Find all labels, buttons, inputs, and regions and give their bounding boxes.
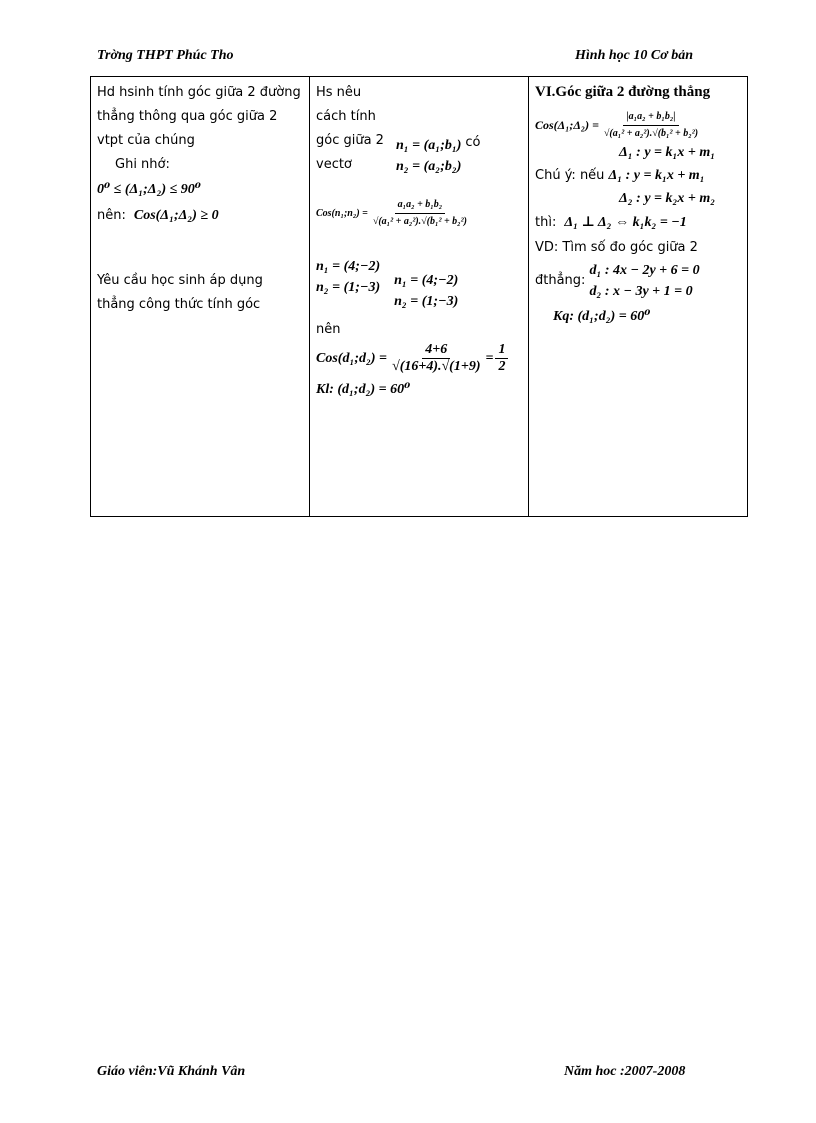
angle-range-formula: 0⁰ ≤ (Δ₁;Δ₂) ≤ 90⁰	[97, 182, 201, 197]
note-label: Ghi nhớ:	[115, 157, 170, 172]
header-subject: Hình học 10 Cơ bản	[575, 48, 693, 63]
line-d2: d₂ : x − 3y + 1 = 0	[589, 284, 693, 299]
result-half-denominator: 2	[498, 359, 506, 374]
line1-equation: Δ₁ : y = k₁x + m₁	[619, 145, 716, 160]
perpendicular-condition: Δ₁ ⊥ Δ₂ ⇔ k₁k₂ = −1	[564, 215, 687, 230]
cos-line-numerator: |a₁a₂ + b₁b₂|	[623, 109, 678, 126]
cos-line-denominator: √(a₁² + a₂²).√(b₁² + b₂²)	[603, 128, 699, 139]
example-n1-repeat: n₁ = (4;−2)	[394, 273, 459, 288]
result-cos-lhs: Cos(d₁;d₂) =	[316, 350, 388, 366]
col2-intro: Hs nêu cách tính góc giữa 2 vectơ	[316, 85, 384, 172]
cos-vector-lhs: Cos(n₁;n₂) =	[316, 208, 368, 219]
cos-nonneg-formula: Cos(Δ₁;Δ₂) ≥ 0	[133, 208, 219, 223]
lesson-table	[90, 76, 748, 517]
result-equals: =	[485, 350, 494, 366]
dthang-label: đthẳng:	[535, 273, 586, 288]
vector-n1-def: n₁ = (a₁;b₁)	[396, 138, 462, 153]
co-label: có	[465, 135, 481, 150]
nen-label-2: nên	[316, 322, 341, 337]
header-school: Trờng THPT Phúc Tho	[97, 48, 234, 63]
result-half-numerator: 1	[495, 342, 508, 359]
example-label: VD: Tìm số đo góc giữa 2	[535, 240, 698, 255]
line1-equation-repeat: Δ₁ : y = k₁x + m₁	[608, 168, 705, 183]
apply-instruction: Yêu cầu học sinh áp dụng thẳng công thức tính góc	[97, 273, 263, 312]
cos-line-lhs: Cos(Δ₁;Δ₂) =	[535, 118, 599, 132]
cos-vector-denominator: √(a₁² + a₂²).√(b₁² + b₂²)	[372, 216, 467, 227]
result-numerator: 4+6	[422, 342, 450, 359]
line-d1: d₁ : 4x − 2y + 6 = 0	[589, 263, 700, 278]
result-angle: Kq: (d₁;d₂) = 60⁰	[553, 309, 651, 324]
section-title: VI.Góc giữa 2 đường thẳng	[535, 84, 711, 100]
teacher-activity-cell	[91, 77, 310, 517]
cos-vector-numerator: a₁a₂ + b₁b₂	[395, 197, 446, 214]
col1-intro: Hd hsinh tính góc giữa 2 đường thẳng thông qua góc giữa 2 vtpt của chúng	[97, 85, 301, 148]
vector-n2-def: n₂ = (a₂;b₂)	[396, 159, 462, 174]
line2-equation: Δ₂ : y = k₂x + m₂	[619, 191, 716, 206]
nen-label: nên:	[97, 208, 126, 223]
footer-teacher: Giáo viên:Vũ Khánh Vân	[97, 1064, 246, 1079]
result-denominator: √(16+4).√(1+9)	[392, 359, 481, 374]
thi-label: thì:	[535, 215, 557, 230]
example-n2: n₂ = (1;−3)	[316, 280, 381, 295]
student-activity-cell	[310, 77, 529, 517]
note-nếu: Chú ý: nếu	[535, 168, 605, 183]
example-n2-repeat: n₂ = (1;−3)	[394, 294, 459, 309]
content-cell	[529, 77, 748, 517]
conclusion-formula: Kl: (d₁;d₂) = 60⁰	[316, 382, 411, 397]
example-n1: n₁ = (4;−2)	[316, 259, 381, 274]
footer-year: Năm hoc :2007-2008	[564, 1064, 686, 1079]
